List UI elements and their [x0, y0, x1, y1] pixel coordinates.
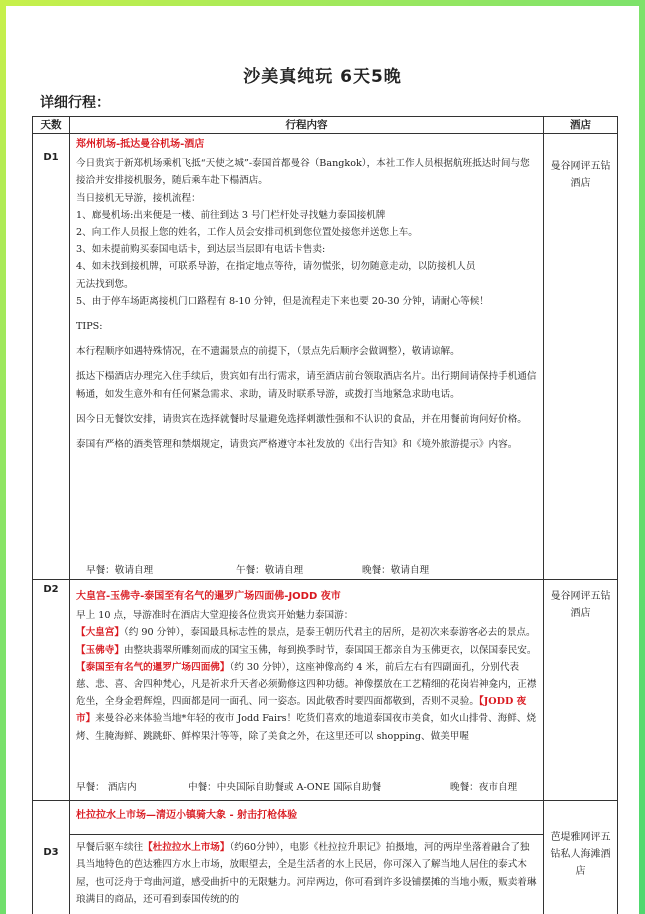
spot-desc: （约 30 分钟），这座神像高约 4 米，前后左右有四副面孔，分别代表慈、悲、喜、舍四种梵心，凡是祈求升天者必须勤修这四种功德。神像摆放在工艺精细的花岗岩神龛内，正襟危坐，全身金碧辉煌，四面都是同一面孔、同一姿态。因此敬香时要四面都敬到，否则不灵验。: [76, 661, 537, 708]
tip: 抵达下榻酒店办理完入住手续后，贵宾如有出行需求，请至酒店前台领取酒店名片。出行期间请保持手机通信畅通，如发生意外和有任何紧急需求、求助，请及时联系导游，或拨打当地紧急求助电话。: [76, 371, 537, 400]
hotel-cell: [544, 580, 618, 801]
spot-name: 【泰国至有名气的暹罗广场四面佛】: [76, 661, 230, 673]
content-cell: [70, 134, 544, 580]
spot-desc: （约 90 分钟），泰国最具标志性的景点，是泰王朝历代君主的居所，是初次来泰游客必去的景点。: [123, 627, 536, 639]
spot-desc: 由整块翡翠所雕刻而成的国宝玉佛，每到换季时节，泰国国王都亲自为玉佛更衣，以保国泰民安。: [123, 644, 537, 656]
tip: 因今日无餐饮安排，请贵宾在选择就餐时尽量避免选择刺激性强和不认识的食品，并在用餐前询问好价格。: [76, 413, 527, 425]
header-content: 行程内容: [70, 117, 544, 134]
document-page: [6, 6, 639, 914]
paragraph: 2、向工作人员报上您的姓名，工作人员会安排司机到您位置处接您并送您上车。: [76, 227, 418, 239]
meal-dinner: 晚餐：夜市自理: [450, 782, 518, 793]
meal-breakfast: 早餐： 酒店内: [76, 782, 137, 793]
meals-row: [70, 774, 543, 800]
table-row: [33, 801, 618, 914]
hotel-name: 曼谷网评五钻酒店: [550, 161, 611, 189]
day-label: D1: [43, 152, 59, 163]
day-heading: 大皇宫-玉佛寺-泰国至有名气的暹罗广场四面佛-JODD 夜市: [76, 591, 341, 602]
meal-lunch: 午餐：敬请自理: [236, 565, 304, 576]
day-heading: 郑州机场-抵达曼谷机场-酒店: [76, 139, 205, 150]
paragraph: 3、如未提前购买泰国电话卡，到达层当层即有电话卡售卖:: [76, 244, 326, 256]
table-row: [33, 580, 618, 801]
day-label: D2: [43, 584, 59, 595]
spot-name: 【JODD 夜市】: [76, 696, 527, 725]
tip: 本行程顺序如遇特殊情况，在不遗漏景点的前提下，（景点先后顺序会做调整），敬请谅解。: [76, 346, 460, 358]
paragraph: 今日贵宾于新郑机场乘机飞抵“天使之城”-泰国首都曼谷（Bangkok），本社工作人员根据航班抵达时间与您接洽并安排接机服务，随后乘车赴下榻酒店。: [76, 158, 530, 187]
paragraph: 1、廊曼机场:出来便是一楼、前往到达 3 号门栏杆处寻找魅力泰国接机牌: [76, 209, 386, 221]
spot-desc: 来曼谷必来体验当地*年轻的夜市 Jodd Fairs！吃货们喜欢的地道泰国夜市美食，如火山排骨、海鲜、烧烤、生腌海鲜、跳跳虾、鲜榨果汁等等，除了美食之外，在这里还可以 shopping、做美甲喔: [76, 713, 537, 742]
paragraph: [70, 834, 543, 908]
hotel-name: 芭堤雅网评五钻私人海滩酒店: [550, 832, 611, 877]
day-cell: [33, 134, 70, 580]
spot-name: 【杜拉拉水上市场】: [143, 842, 230, 854]
content-cell: [70, 580, 544, 801]
meals-row: [70, 562, 543, 579]
table-row: [33, 134, 618, 580]
meal-lunch: 中餐：中央国际自助餐或 A-ONE 国际自助餐: [188, 782, 382, 793]
section-subtitle: 详细行程：: [40, 95, 110, 111]
header-day: 天数: [33, 117, 70, 134]
spot-desc: （约60分钟），电影《杜拉拉升职记》拍摄地，河的两岸坐落着融合了独具当地特色的芭达雅四方水上市场，放眼望去，全是生活者的水上民居，你可深入了解当地人居住的泰式木屋，也可泛舟于弯曲河道，感受曲折中的无限魅力。河岸两边，你可看到许多设铺摆摊的当地小贩，贩卖着琳琅满目的商品，还可看到泰国传统的的: [76, 842, 537, 905]
content-cell: [70, 801, 544, 914]
paragraph: 当日接机无导游，接机流程：: [76, 192, 201, 204]
tips-label: TIPS:: [76, 321, 103, 333]
paragraph: 5、由于停车场距离接机门口路程有 8-10 分钟，但是流程走下来也要 20-30 分钟，请耐心等候！: [76, 295, 489, 307]
paragraph: 早上 10 点，导游准时在酒店大堂迎接各位贵宾开始魅力泰国游：: [76, 610, 354, 622]
tip: 泰国有严格的酒类管理和禁烟规定，请贵宾严格遵守本社发放的《出行告知》和《境外旅游提示》内容。: [76, 439, 518, 451]
paragraph: [76, 624, 538, 744]
day-label: D3: [43, 847, 59, 858]
page-title: 沙美真纯玩 6天5晚: [243, 67, 402, 87]
spot-name: 【大皇宫】: [76, 627, 124, 639]
text: 早餐后驱车续往: [76, 842, 144, 854]
day-cell: [33, 580, 70, 801]
header-hotel: 酒店: [544, 117, 618, 134]
paragraph: 4、如未找到接机牌，可联系导游，在指定地点等待，请勿慌张，切勿随意走动，以防接机人员: [76, 261, 476, 273]
day-cell: [33, 801, 70, 914]
hotel-cell: [544, 801, 618, 914]
meal-dinner: 晚餐：敬请自理: [362, 565, 430, 576]
meal-breakfast: 早餐：敬请自理: [86, 565, 154, 576]
spot-name: 【玉佛寺】: [76, 644, 124, 656]
hotel-name: 曼谷网评五钻酒店: [550, 591, 611, 619]
paragraph: 无法找到您。: [76, 278, 134, 290]
day-heading: 杜拉拉水上市场—清迈小镇骑大象 - 射击打枪体验: [76, 810, 298, 821]
hotel-cell: [544, 134, 618, 580]
itinerary-table: [32, 116, 618, 914]
table-header-row: [33, 117, 618, 134]
